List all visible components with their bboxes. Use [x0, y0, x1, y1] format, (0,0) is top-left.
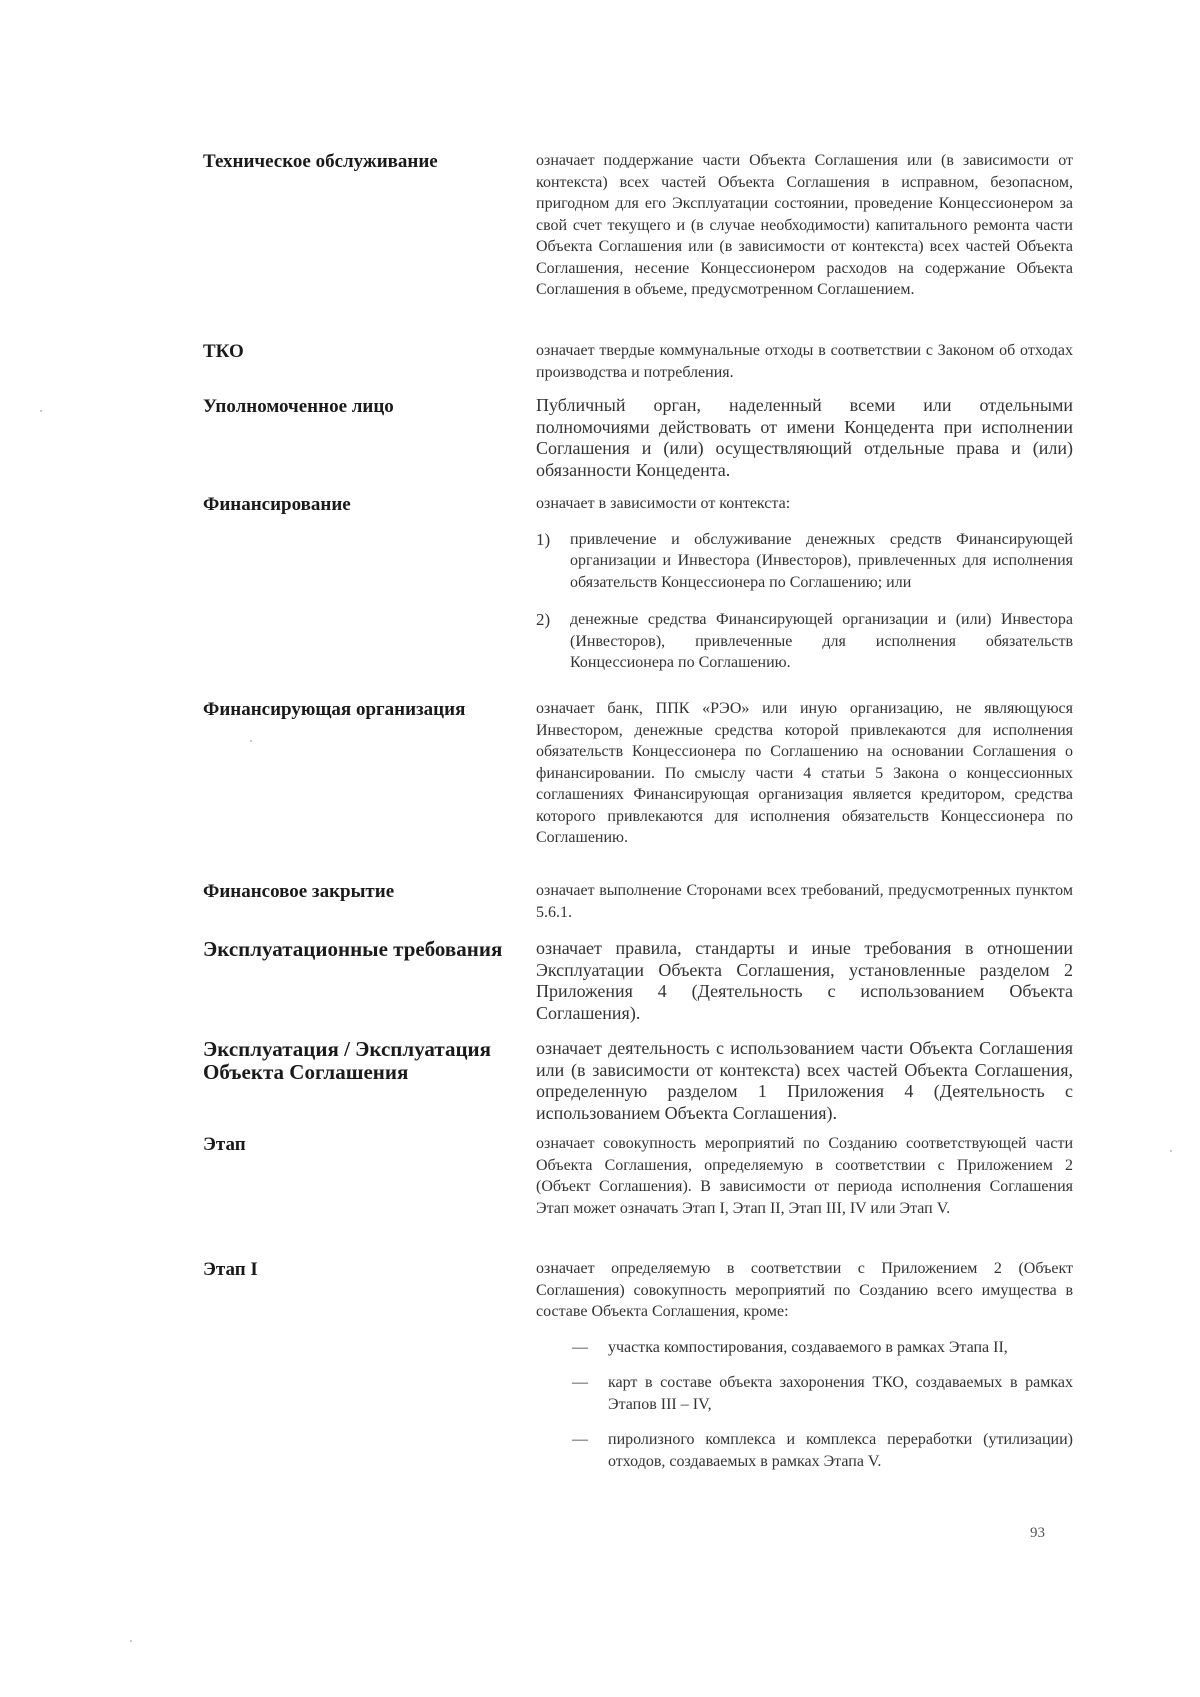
- term-definition: [536, 340, 1073, 383]
- scan-speck: [1170, 1150, 1172, 1152]
- term-definition: [536, 938, 1073, 1024]
- definition-text: означает банк, ППК «РЭО» или иную организацию, не являющуюся Инвестором, денежные средства которой привлекаются для исполнения обязательств Концессионера по Соглашению на основании Соглашения о финансировании. По смыслу части 4 статьи 5 Закона о концессионных соглашениях Финансирующая организация является кредитором, средства которого привлекаются для исполнения обязательств Концессионера по Соглашению.: [536, 700, 1073, 846]
- scan-speck: [40, 410, 42, 412]
- term-definition: [536, 150, 1073, 301]
- list-item-text: денежные средства Финансирующей организации и (или) Инвестора (Инвесторов), привлеченные для исполнения обязательств Концессионера по Соглашению.: [570, 611, 1073, 671]
- dash-list: [536, 1337, 1073, 1473]
- definition-text: означает определяемую в соответствии с Приложением 2 (Объект Соглашения) совокупность мероприятий по Созданию всего имущества в составе Объекта Соглашения, кроме:: [536, 1260, 1073, 1320]
- term-definition: [536, 880, 1073, 923]
- term-definition: [536, 1258, 1073, 1486]
- list-item: [536, 609, 1073, 674]
- term-label: Этап I: [203, 1259, 258, 1280]
- page-number: 93: [1030, 1525, 1045, 1541]
- term-label: Финансовое закрытие: [203, 881, 395, 902]
- definition-text: означает в зависимости от контекста:: [536, 495, 791, 512]
- definition-text: означает деятельность с использованием части Объекта Соглашения или (в зависимости от контекста) всех частей Объекта Соглашения, определенную разделом 1 Приложения 4 (Деятельность с использованием Объекта Соглашения).: [536, 1038, 1073, 1123]
- definition-text: означает твердые коммунальные отходы в соответствии с Законом об отходах производства и потребления.: [536, 342, 1073, 381]
- list-item: — участка компостирования, создаваемого в рамках Этапа II,: [536, 1337, 1073, 1359]
- scan-speck: [130, 1640, 132, 1642]
- list-item-text: привлечение и обслуживание денежных средств Финансирующей организации и Инвестора (Инвесторов), привлеченных для исполнения обязательств Концессионера по Соглашению; или: [570, 530, 1073, 591]
- term-label: Этап: [203, 1134, 246, 1155]
- term-definition: [536, 493, 1073, 690]
- definition-text: означает совокупность мероприятий по Созданию соответствующей части Объекта Соглашения, определяемую в соответствии с Приложением 2 (Объект Соглашения). В зависимости от периода исполнения Соглашения Этап может означать Этап I, Этап II, Этап III, IV или Этап V.: [536, 1135, 1073, 1217]
- term-definition: [536, 698, 1073, 849]
- definition-text: означает правила, стандарты и иные требования в отношении Эксплуатации Объекта Соглашения, установленные разделом 2 Приложения 4 (Деятельность с использованием Объекта Соглашения).: [536, 938, 1073, 1023]
- definition-text: Публичный орган, наделенный всеми или отдельными полномочиями действовать от имени Концедента при исполнении Соглашения и (или) осуществляющий отдельные права и (или) обязанности Концедента.: [536, 395, 1073, 480]
- term-label: ТКО: [203, 341, 244, 362]
- term-label: Финансирование: [203, 494, 351, 515]
- list-item: — карт в составе объекта захоронения ТКО, создаваемых в рамках Этапов III – IV,: [536, 1372, 1073, 1415]
- term-label: Эксплуатация / Эксплуатация Объекта Соглашения: [203, 1037, 492, 1084]
- list-item-number: 2): [536, 610, 551, 629]
- term-label: Техническое обслуживание: [203, 151, 438, 172]
- list-item: — пиролизного комплекса и комплекса переработки (утилизации) отходов, создаваемых в рамках Этапа V.: [536, 1429, 1073, 1472]
- term-label: Финансирующая организация: [203, 699, 466, 720]
- numbered-list: [536, 529, 1073, 674]
- scan-speck: [250, 740, 252, 742]
- term-label: Уполномоченное лицо: [203, 396, 394, 417]
- list-item-number: 1): [536, 529, 551, 549]
- list-item: [536, 529, 1073, 594]
- definition-text: означает выполнение Сторонами всех требований, предусмотренных пунктом 5.6.1.: [536, 882, 1073, 921]
- term-definition: [536, 1133, 1073, 1219]
- definition-text: означает поддержание части Объекта Соглашения или (в зависимости от контекста) всех частей Объекта Соглашения в исправном, безопасном, пригодном для его Эксплуатации состоянии, проведение Концессионером за свой счет текущего и (в случае необходимости) капитального ремонта части Объекта Соглашения или (в зависимости от контекста) всех частей Объекта Соглашения, несение Концессионером расходов на содержание Объекта Соглашения в объеме, предусмотренном Соглашением.: [536, 152, 1073, 298]
- term-definition: [536, 395, 1073, 481]
- term-definition: [536, 1038, 1073, 1124]
- term-label: Эксплуатационные требования: [203, 937, 503, 961]
